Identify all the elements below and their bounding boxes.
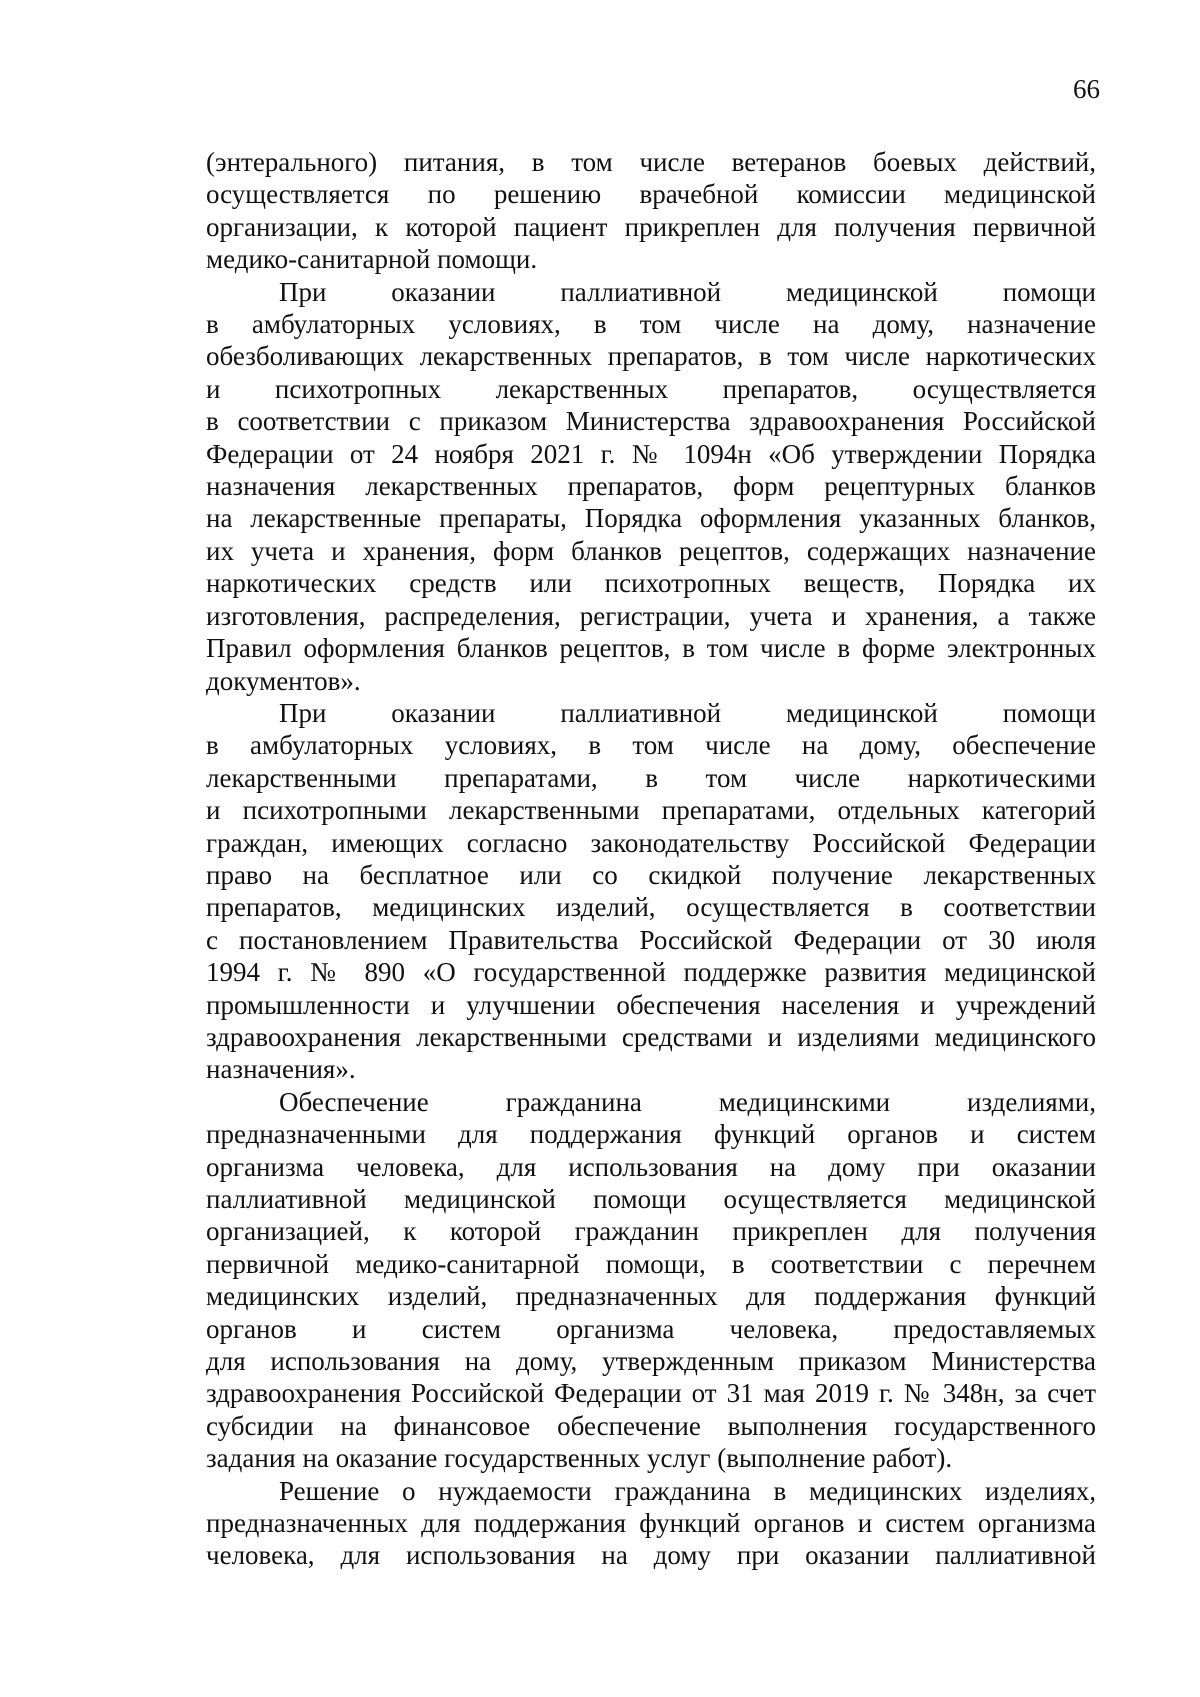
text-line: предназначенных для поддержания функций органов и систем организма (206, 1508, 1096, 1539)
text-line: их учета и хранения, форм бланков рецептов, содержащих назначение (206, 535, 1096, 566)
text-line: медицинских изделий, предназначенных для поддержания функций (206, 1281, 1096, 1312)
text-line: человека, для использования на дому при оказании паллиативной (206, 1540, 1096, 1571)
document-body (206, 146, 1096, 1572)
text-line: задания на оказание государственных услуг (выполнение работ). (206, 1443, 953, 1474)
text-line: в амбулаторных условиях, в том числе на дому, назначение (206, 309, 1096, 340)
text-line: организацией, к которой гражданин прикреплен для получения (206, 1216, 1096, 1247)
text-line: здравоохранения Российской Федерации от 31 мая 2019 г. № 348н, за счет (206, 1378, 1096, 1409)
text-line: и психотропными лекарственными препаратами, отдельных категорий (206, 795, 1096, 826)
text-line: право на бесплатное или со скидкой получение лекарственных (206, 859, 1096, 890)
text-line: препаратов, медицинских изделий, осуществляется в соответствии (206, 892, 1096, 923)
text-line: на лекарственные препараты, Порядка оформления указанных бланков, (206, 503, 1096, 534)
text-line: наркотических средств или психотропных веществ, Порядка их (206, 568, 1096, 599)
text-line: лекарственными препаратами, в том числе наркотическими (206, 762, 1096, 793)
text-line: организации, к которой пациент прикреплен для получения первичной (206, 211, 1096, 242)
text-line: Правил оформления бланков рецептов, в том числе в форме электронных (206, 633, 1096, 664)
text-line: субсидии на финансовое обеспечение выполнения государственного (206, 1410, 1096, 1441)
text-line: здравоохранения лекарственными средствами и изделиями медицинского (206, 1021, 1096, 1052)
text-line: промышленности и улучшении обеспечения населения и учреждений (206, 989, 1096, 1020)
text-line: осуществляется по решению врачебной комиссии медицинской (206, 179, 1096, 210)
text-line: с постановлением Правительства Российской Федерации от 30 июля (206, 924, 1096, 955)
text-line: изготовления, распределения, регистрации, учета и хранения, а также (206, 600, 1096, 631)
text-line: первичной медико-санитарной помощи, в соответствии с перечнем (206, 1248, 1096, 1279)
text-line: (энтерального) питания, в том числе ветеранов боевых действий, (206, 147, 1096, 177)
paragraph (206, 697, 1096, 1086)
text-line: граждан, имеющих согласно законодательству Российской Федерации (206, 827, 1096, 858)
paragraph (206, 1086, 1096, 1475)
paragraph (206, 276, 1096, 697)
text-line: назначения». (206, 1054, 356, 1085)
text-line: Обеспечение гражданина медицинскими изделиями, (279, 1086, 1096, 1117)
text-line: паллиативной медицинской помощи осуществляется медицинской (206, 1184, 1096, 1214)
text-line: и психотропных лекарственных препаратов, осуществляется (206, 373, 1096, 404)
text-line: организма человека, для использования на дому при оказании (206, 1151, 1096, 1182)
page-number: 66 (1073, 74, 1100, 104)
text-line: 1994 г. № 890 «О государственной поддержке развития медицинской (206, 957, 1096, 988)
text-line: При оказании паллиативной медицинской помощи (279, 697, 1096, 728)
text-line: Федерации от 24 ноября 2021 г. № 1094н «Об утверждении Порядка (206, 438, 1096, 469)
text-line: в амбулаторных условиях, в том числе на дому, обеспечение (206, 730, 1096, 761)
text-line: для использования на дому, утвержденным приказом Министерства (206, 1346, 1096, 1377)
text-line: При оказании паллиативной медицинской помощи (279, 276, 1096, 307)
text-line: медико-санитарной помощи. (206, 244, 538, 275)
text-line: в соответствии с приказом Министерства здравоохранения Российской (206, 406, 1096, 437)
text-line: Решение о нуждаемости гражданина в медицинских изделиях, (279, 1475, 1096, 1506)
text-line: обезболивающих лекарственных препаратов, в том числе наркотических (206, 341, 1096, 372)
paragraph (206, 1475, 1096, 1572)
text-line: органов и систем организма человека, предоставляемых (206, 1313, 1096, 1344)
paragraph (206, 146, 1096, 276)
text-line: документов». (206, 665, 361, 696)
text-line: предназначенными для поддержания функций органов и систем (206, 1119, 1096, 1150)
text-line: назначения лекарственных препаратов, форм рецептурных бланков (206, 471, 1096, 502)
